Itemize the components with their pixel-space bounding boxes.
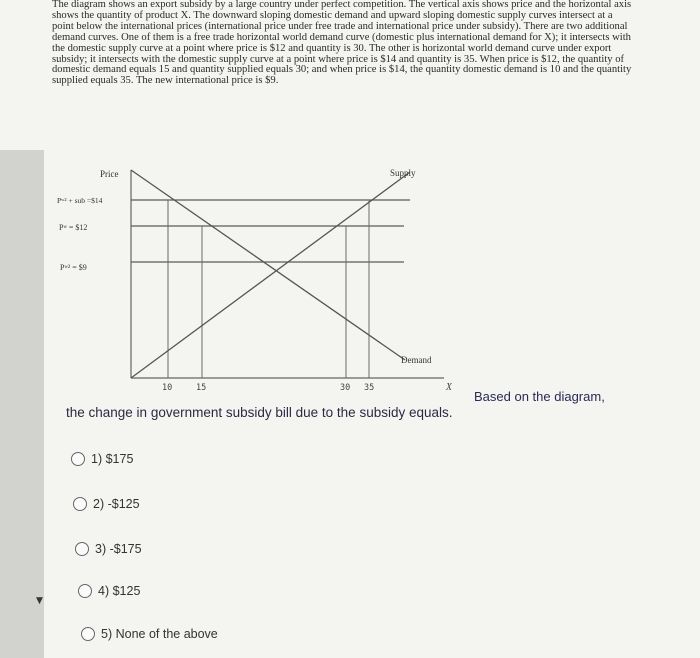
option-label: 4) $125: [98, 584, 141, 598]
quantity-tick-15: 15: [196, 383, 207, 392]
quantity-tick-30: 30: [340, 383, 351, 392]
option-label: 5) None of the above: [101, 627, 218, 641]
price-label-new: Pʷ² = $9: [60, 263, 87, 272]
question-text: the change in government subsidy bill due to the subsidy equals.: [66, 405, 453, 420]
option-label: 1) $175: [91, 452, 134, 466]
answer-option-1[interactable]: [71, 452, 133, 466]
radio-button[interactable]: [78, 584, 92, 598]
question-lead-text: Based on the diagram,: [474, 389, 605, 404]
answer-option-3[interactable]: [75, 542, 142, 556]
quantity-axis-label: X: [445, 382, 452, 392]
answer-option-4[interactable]: [78, 584, 140, 598]
option-label: 2) -$125: [93, 497, 140, 511]
radio-button[interactable]: [75, 542, 89, 556]
demand-curve: [131, 170, 405, 360]
quantity-tick-35: 35: [364, 383, 375, 392]
scroll-down-icon[interactable]: ▼: [36, 596, 43, 606]
supply-label: Supply: [390, 168, 416, 178]
radio-button[interactable]: [71, 452, 85, 466]
quantity-tick-10: 10: [162, 383, 173, 392]
left-margin-bar: [0, 150, 44, 658]
problem-statement: The diagram shows an export subsidy by a large country under perfect competition. The vertical axis shows price and the horizontal axis shows the quantity of product X. The downward sloping domestic demand and upward sloping domestic supply curves intersect at a point below the international prices (international price under free trade and international price under subsidy). There are two additional demand curves. One of them is a free trade horizontal world demand curve (domestic plus international demand for X); it intersects with the domestic supply curve at a point where price is $12 and quantity is 30. The other is horizontal world demand curve under export subsidy; it intersects with the domestic supply curve at a point where price is $14 and quantity is 35. When price is $12, the quantity of domestic demand equals 15 and quantity supplied equals 30; and when price is $14, the quantity domestic demand is 10 and the quantity supplied equals 35. The new international price is $9.: [52, 0, 632, 87]
demand-label: Demand: [401, 355, 432, 365]
answer-option-5[interactable]: [81, 627, 218, 641]
radio-button[interactable]: [81, 627, 95, 641]
price-label-subsidy: Pʷ² + sub =$14: [57, 196, 103, 205]
radio-button[interactable]: [73, 497, 87, 511]
price-axis-label: Price: [100, 169, 119, 179]
price-label-free-trade: Pʷ = $12: [59, 223, 88, 232]
answer-option-2[interactable]: [73, 497, 140, 511]
export-subsidy-diagram: [52, 160, 452, 392]
option-label: 3) -$175: [95, 542, 142, 556]
supply-curve: [131, 172, 410, 378]
